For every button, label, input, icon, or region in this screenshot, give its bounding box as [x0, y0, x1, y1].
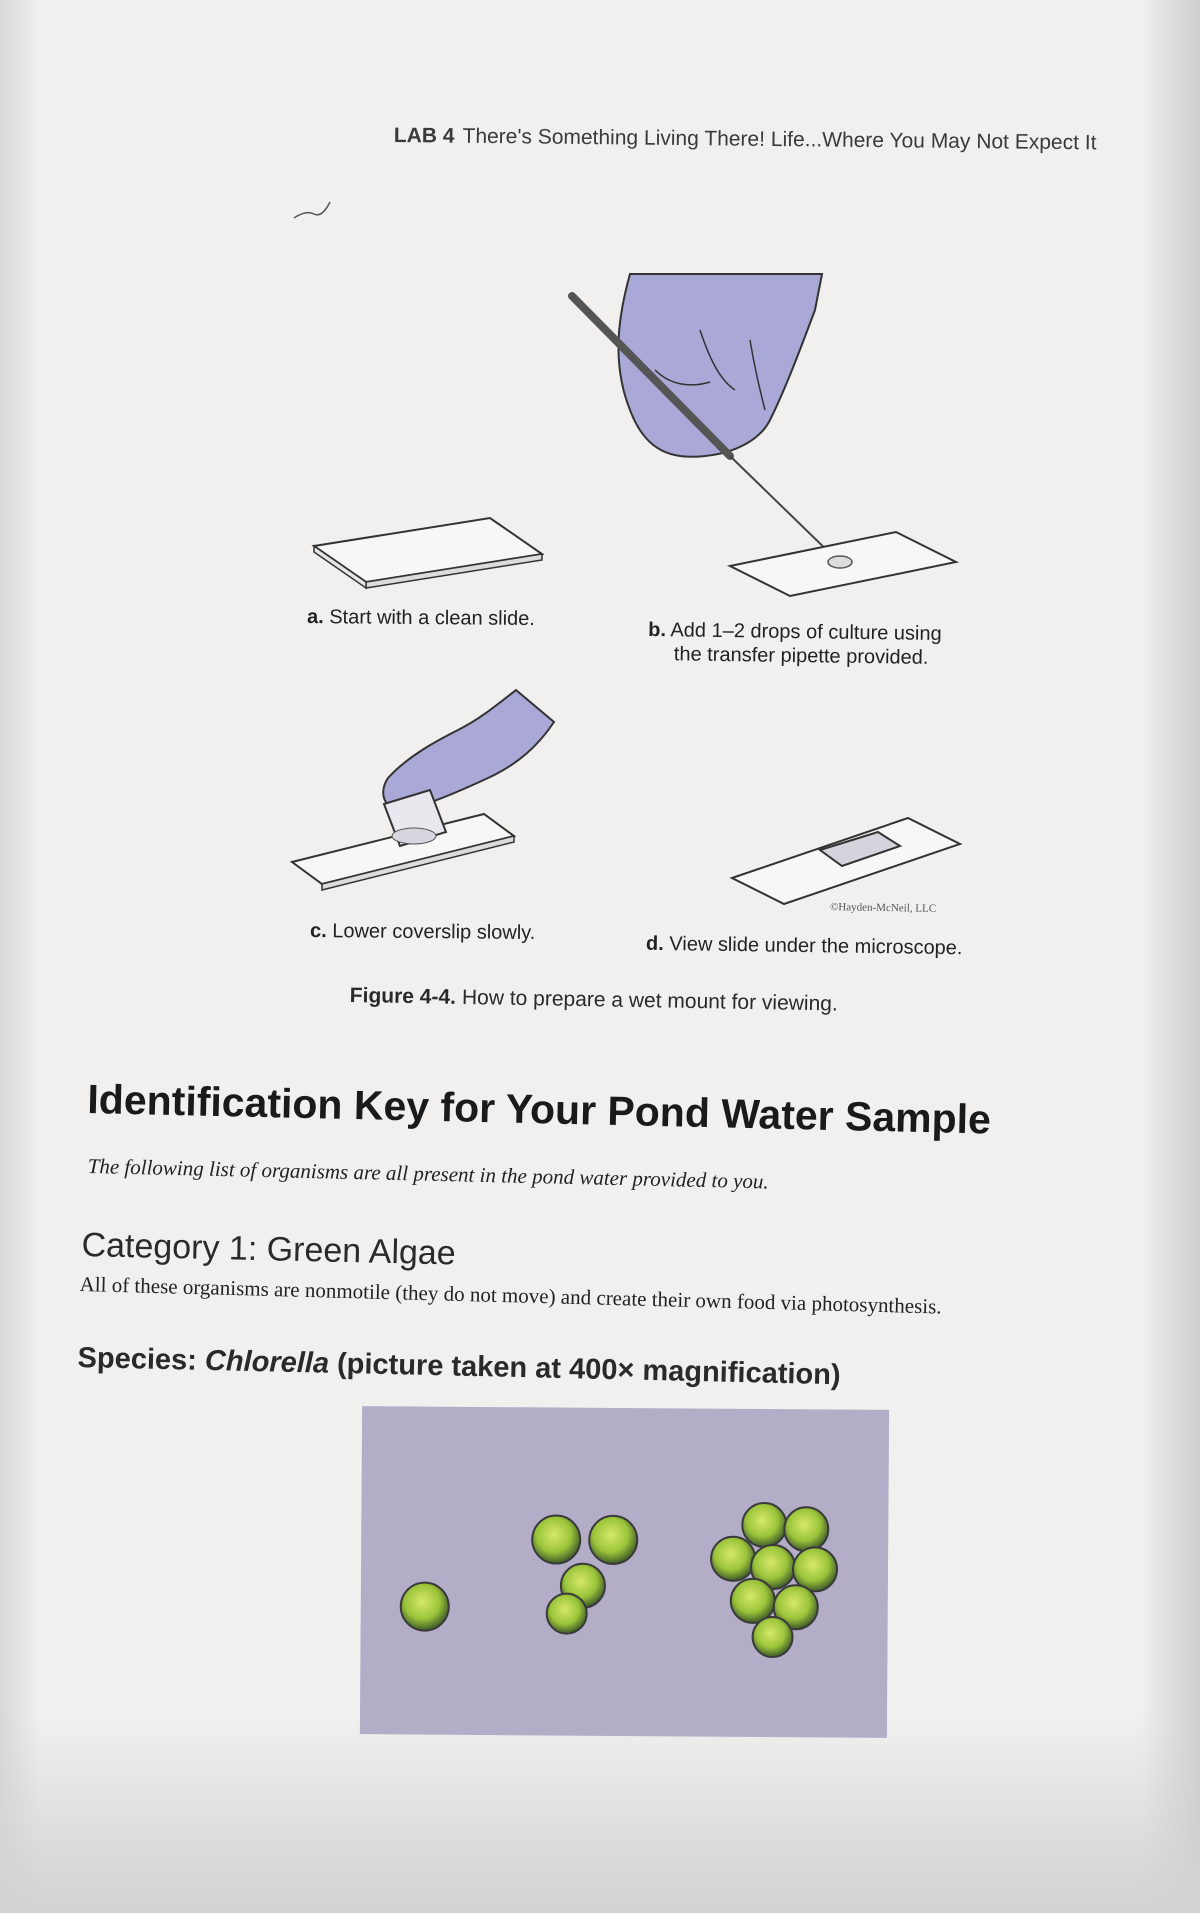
- page-shadow: [0, 1713, 1200, 1913]
- single-cell: [401, 1582, 449, 1630]
- step-d-caption: d. View slide under the microscope.: [645, 932, 963, 960]
- running-header: [394, 124, 1097, 155]
- copyright-notice: ©Hayden-McNeil, LLC: [829, 901, 937, 915]
- coverslip-lowering-illustration: [288, 686, 568, 906]
- page-shadow: [0, 0, 40, 1913]
- section-title: Identification Key for Your Pond Water Sample: [86, 1076, 992, 1143]
- cell-cluster-small: [532, 1515, 638, 1634]
- step-c-caption: c. Lower coverslip slowly.: [309, 920, 536, 944]
- species-heading: Species: Chlorella (picture taken at 400× magnification): [77, 1342, 841, 1392]
- category-description: All of these organisms are nonmotile (they do not move) and create their own food via photosynthesis.: [79, 1272, 942, 1319]
- chlorella-cells: [360, 1406, 889, 1738]
- category-heading: Category 1: Green Algae: [81, 1226, 457, 1273]
- pen-mark: [292, 196, 332, 226]
- finished-wet-mount-illustration: [728, 808, 968, 908]
- page-shadow: [1140, 0, 1200, 1913]
- section-intro: The following list of organisms are all present in the pond water provided to you.: [87, 1154, 769, 1194]
- chlorella-micrograph: [360, 1406, 889, 1738]
- clean-slide-illustration: [310, 510, 550, 590]
- lab-title: There's Something Living There! Life...Where You May Not Expect It: [462, 124, 1097, 155]
- pipette-dropping-illustration: [560, 270, 980, 600]
- lab-number: LAB 4: [393, 124, 455, 148]
- step-b-caption: b. Add 1–2 drops of culture using the transfer pipette provided.: [648, 618, 942, 669]
- step-a-caption: a. Start with a clean slide.: [306, 606, 535, 630]
- cell-cluster-large: [710, 1503, 837, 1658]
- figure-caption: Figure 4-4. How to prepare a wet mount for viewing.: [349, 984, 838, 1016]
